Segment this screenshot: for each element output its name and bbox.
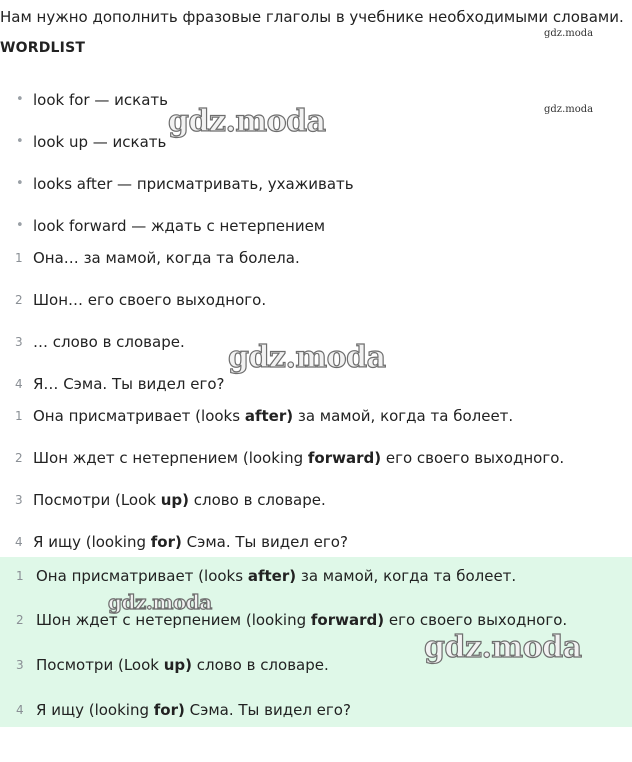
watermark: gdz.moda: [108, 590, 212, 614]
answer-text: Посмотри (Look up) слово в словаре.: [36, 656, 329, 674]
answer-keyword: up): [160, 491, 190, 509]
item-number: 1: [15, 251, 23, 265]
item-number: 3: [16, 658, 24, 672]
watermark: gdz.moda: [424, 630, 582, 665]
bullet-icon: •: [16, 176, 24, 191]
watermark: gdz.moda: [544, 104, 594, 115]
bullet-icon: •: [16, 218, 24, 233]
watermark: gdz.moda: [544, 28, 594, 39]
item-number: 3: [15, 335, 23, 349]
answer-keyword: for): [150, 533, 182, 551]
exercise-text: … слово в словаре.: [33, 333, 185, 351]
bullet-icon: •: [16, 92, 24, 107]
answer-text: Посмотри (Look up) слово в словаре.: [33, 491, 326, 509]
wordlist-item-text: looks after — присматривать, ухаживать: [33, 175, 354, 193]
exercise-text: Она… за мамой, когда та болела.: [33, 249, 300, 267]
item-number: 2: [16, 613, 24, 627]
answer-text: Она присматривает (looks after) за мамой, когда та болеет.: [36, 567, 517, 585]
item-number: 4: [15, 377, 23, 391]
answer-text: Я ищу (looking for) Сэма. Ты видел его?: [33, 533, 348, 551]
answer-keyword: up): [163, 656, 193, 674]
bullet-icon: •: [16, 134, 24, 149]
item-number: 1: [16, 569, 24, 583]
answer-text: Шон ждет с нетерпением (looking forward) его своего выходного.: [33, 449, 565, 467]
answer-text: Шон ждет с нетерпением (looking forward) его своего выходного.: [36, 611, 568, 629]
answer-keyword: forward): [307, 449, 382, 467]
answer-keyword: after): [244, 407, 294, 425]
item-number: 1: [15, 409, 23, 423]
item-number: 2: [15, 293, 23, 307]
item-number: 2: [15, 451, 23, 465]
answer-keyword: after): [247, 567, 297, 585]
answer-keyword: forward): [310, 611, 385, 629]
watermark: gdz.moda: [228, 340, 386, 375]
answer-text: Она присматривает (looks after) за мамой, когда та болеет.: [33, 407, 514, 425]
intro-text: Нам нужно дополнить фразовые глаголы в учебнике необходимыми словами.: [0, 8, 624, 26]
item-number: 4: [15, 535, 23, 549]
answer-keyword: for): [153, 701, 185, 719]
exercise-text: Шон… его своего выходного.: [33, 291, 267, 309]
answer-text: Я ищу (looking for) Сэма. Ты видел его?: [36, 701, 351, 719]
wordlist-item-text: look forward — ждать с нетерпением: [33, 217, 326, 235]
watermark: gdz.moda: [168, 104, 326, 139]
exercise-text: Я… Сэма. Ты видел его?: [33, 375, 225, 393]
wordlist-heading: WORDLIST: [0, 40, 86, 56]
wordlist-item-text: look for — искать: [33, 91, 168, 109]
wordlist-item-text: look up — искать: [33, 133, 167, 151]
item-number: 4: [16, 703, 24, 717]
item-number: 3: [15, 493, 23, 507]
